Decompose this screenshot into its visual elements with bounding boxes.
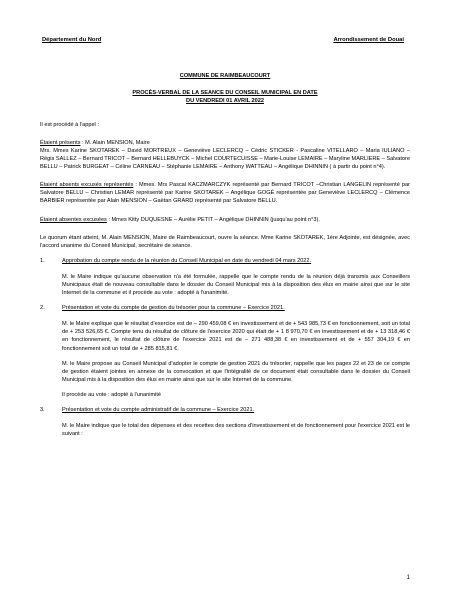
absents-represented-label: Étaient absents excusés représentés bbox=[40, 182, 134, 189]
absents-represented-text: : Mmes. Mrs Pascal KACZMARCZYK représenté par Bernard TRICOT –Christian LANGELIN représenté par Salvatore BELLU – Christian LEMAR représenté par Karine SKOTAREK – Angélique GOGÉ représentée par Geneviève LECLERCQ – Clémence BARBIER représentée par Alain MENSION – Gaëtan GRARD représenté par Salvatore BELLU. bbox=[40, 182, 410, 205]
agenda-item-paragraph: M. le Maire propose au Conseil Municipal d'adopter le compte de gestion 2021 du trésorier, rappelle que les pages 22 et 23 de ce compte de gestion étaient jointes en annexe de la convocation et que l'intégralité de ce document était consultable dans le dossier du Conseil Municipal mis à la disposition des élus en mairie ainsi que sur le site Internet de la commune. bbox=[62, 360, 410, 383]
agenda-item-vote: Il procède au vote : adopté à l'unanimité bbox=[62, 391, 162, 398]
roll-call-intro: Il est procédé à l'appel : bbox=[40, 121, 99, 128]
agenda-item-3 bbox=[40, 406, 410, 414]
agenda-item-2 bbox=[40, 304, 410, 312]
absents-excused-text: : Mmes Kitty DUQUESNE – Aurélie PETIT – Angélique DHINNIN (jusqu'au point n°3). bbox=[106, 216, 320, 223]
absents-excused-label: Étaient absentes excusées bbox=[40, 216, 107, 223]
agenda-item-number: 3. bbox=[40, 407, 45, 414]
minutes-title bbox=[40, 90, 410, 106]
arrondissement-label: Arrondissement de Douai bbox=[333, 37, 404, 43]
agenda-item-number: 1. bbox=[40, 257, 45, 264]
agenda-item-title: Présentation et vote du compte de gestion du trésorier pour la commune – Exercice 2021. bbox=[62, 305, 285, 312]
minutes-title-line-1: PROCÈS-VERBAL DE LA SEANCE DU CONSEIL MUNICIPAL EN DATE bbox=[132, 90, 318, 97]
agenda-item-title: Présentation et vote du compte administratif de la commune – Exercice 2021. bbox=[62, 407, 255, 414]
absents-represented bbox=[40, 181, 410, 205]
agenda-item-title: Approbation du compte rendu de la réunion du Conseil Municipal en date du vendredi 04 mars 2022. bbox=[62, 257, 312, 264]
presents-mayor: : M. Alain MENSION, Maire bbox=[80, 139, 150, 146]
absents-excused bbox=[40, 216, 410, 224]
minutes-title-line-2: DU VENDREDI 01 AVRIL 2022 bbox=[186, 97, 264, 104]
commune-title: COMMUNE DE RAIMBEAUCOURT bbox=[179, 73, 271, 80]
presents-line bbox=[40, 139, 410, 147]
agenda-item-1 bbox=[40, 257, 410, 265]
presents-list: Mrs. Mmes Karine SKOTAREK – David MORTREUX – Geneviève LECLERCQ – Cédric STICKER - Pascaline VITELLARO – Maria IULIANO – Régis SALLEZ – Bernard TRICOT – Bernard HELLEBUYCK – Michel COURTECUISSE – Marie-Louise LEMAIRE – Maryline MARLIERE – Salvatore BELLU – Patrick BURGEAT – Céline CARNEAU – Stéphanie LEMAIRE – Anthony WATTEAU – Angélique DHINNIN ( à partir du point n°4). bbox=[40, 147, 410, 171]
agenda-item-paragraph: M. le Maire explique que le résultat d'exercice est de – 290 459,08 € en investissement et de + 543 985,73 € en fonctionnement, soit un total de + 253 526,65 €. Compte tenu du résultat de clôture de l'exercice 2020 qui était de + 1 8 970,70 € en investissement et de + 13 318,46 € en fonctionnement, le résultat de clôture de l'exercice 2021 est de – 271 488,38 € en investissement et de + 557 304,19 € en fonctionnement soit un total de + 285 815,81 €. bbox=[62, 321, 410, 352]
page-number: 1 bbox=[406, 573, 410, 581]
agenda-item-paragraph: M. le Maire indique que le total des dépenses et des recettes des sections d'investissement et de fonctionnement pour l'exercice 2021 est le suivant : bbox=[62, 423, 410, 438]
department-label: Département du Nord bbox=[42, 37, 102, 43]
presents-label: Étaient présents bbox=[40, 139, 81, 146]
agenda-item-number: 2. bbox=[40, 305, 45, 312]
quorum-paragraph: Le quorum étant atteint, M. Alain MENSION, Maire de Raimbeaucourt, ouvre la séance. Mme Karine SKOTAREK, 1ère Adjointe, est désignée, avec l'accord unanime du Conseil Municipal, secrétaire de séance. bbox=[40, 234, 410, 249]
document-header bbox=[40, 36, 410, 44]
agenda-item-paragraph: M. le Maire indique qu'aucune observation n'a été formulée, rappelle que le compte rendu de la réunion déjà transmis aux Conseillers Municipaux était de nouveau consultable dans le dossier du Conseil Municipal mis à la disposition des élus en mairie ainsi que sur le site Internet de la commune et il procède au vote : adopté à l'unanimité. bbox=[62, 273, 410, 297]
